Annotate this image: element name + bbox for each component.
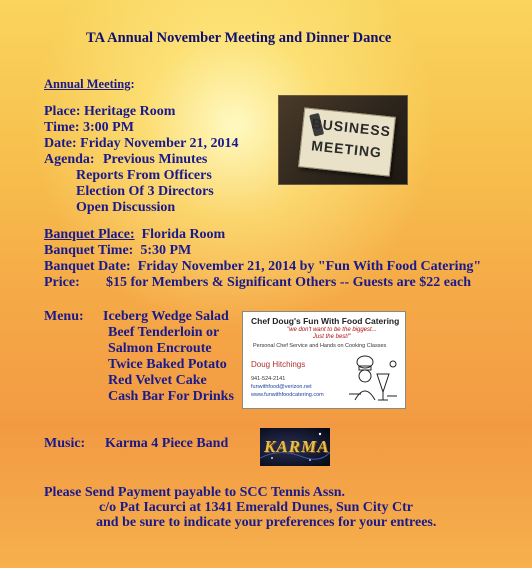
menu-item: Beef Tenderloin or: [108, 325, 220, 340]
page-title: TA Annual November Meeting and Dinner Dance: [86, 30, 392, 46]
meeting-place: Place: Heritage Room: [44, 104, 176, 119]
agenda-label: Agenda:: [44, 152, 95, 167]
menu-item: Red Velvet Cake: [108, 373, 207, 388]
banquet-place-label: Banquet Place:: [44, 227, 135, 242]
agenda-item: Reports From Officers: [76, 168, 212, 183]
price-value: $15 for Members & Significant Others -- Guests are $22 each: [106, 275, 471, 290]
annual-meeting-heading: [44, 77, 135, 93]
menu-item: Salmon Encroute: [108, 341, 212, 356]
menu-item: Twice Baked Potato: [108, 357, 227, 372]
caterer-card-title: Chef Doug's Fun With Food Catering: [251, 316, 400, 326]
caterer-email: funwithfood@verizon.net: [251, 384, 312, 390]
caterer-phone: 941-524-2141: [251, 376, 286, 382]
menu-item: Iceberg Wedge Salad: [103, 309, 229, 324]
music-value: Karma 4 Piece Band: [105, 436, 229, 451]
caterer-tagline-line: Just the best!": [312, 334, 351, 340]
chef-illustration-icon: [347, 352, 399, 402]
banquet-place: [44, 227, 225, 243]
annual-meeting-heading-colon: :: [130, 77, 135, 91]
caterer-card-image: [242, 311, 406, 409]
menu-item: Cash Bar For Drinks: [108, 389, 234, 404]
business-word: BUSINESS: [310, 115, 392, 140]
agenda-item: Previous Minutes: [103, 152, 208, 167]
caterer-website: www.funwithfoodcatering.com: [251, 392, 324, 398]
caterer-tagline-line: "we don't want to be the biggest...: [287, 327, 377, 333]
karma-logo-text: KARMA: [264, 437, 330, 456]
menu-label: Menu:: [44, 309, 84, 324]
banquet-date: [44, 259, 481, 275]
agenda-item: Open Discussion: [76, 200, 176, 215]
meeting-word: MEETING: [310, 137, 383, 161]
payment-line: c/o Pat Iacurci at 1341 Emerald Dunes, Sun City Ctr: [99, 500, 413, 515]
annual-meeting-heading-text: Annual Meeting: [44, 77, 131, 91]
banquet-place-value: Florida Room: [141, 227, 226, 242]
payment-line: and be sure to indicate your preferences for your entrees.: [96, 515, 437, 530]
caterer-tagline: [287, 327, 377, 341]
banquet-time: [44, 243, 191, 259]
payment-line: Please Send Payment payable to SCC Tennis Assn.: [44, 485, 346, 500]
caterer-name: Doug Hitchings: [251, 360, 306, 369]
business-meeting-sign: [298, 107, 396, 176]
price-label: Price:: [44, 275, 80, 290]
meeting-date: Date: Friday November 21, 2014: [44, 136, 239, 151]
meeting-time: Time: 3:00 PM: [44, 120, 134, 135]
karma-band-logo: [260, 428, 330, 466]
caterer-services: Personal Chef Service and Hands on Cooking Classes: [253, 343, 387, 349]
agenda-item: Election Of 3 Directors: [76, 184, 214, 199]
business-meeting-image: [278, 95, 408, 185]
banquet-date-label: Banquet Date:: [44, 259, 131, 274]
music-label: Music:: [44, 436, 86, 451]
banquet-date-value: Friday November 21, 2014 by "Fun With Food Catering": [137, 259, 482, 274]
banquet-time-label: Banquet Time:: [44, 243, 134, 258]
banquet-time-value: 5:30 PM: [140, 243, 192, 258]
